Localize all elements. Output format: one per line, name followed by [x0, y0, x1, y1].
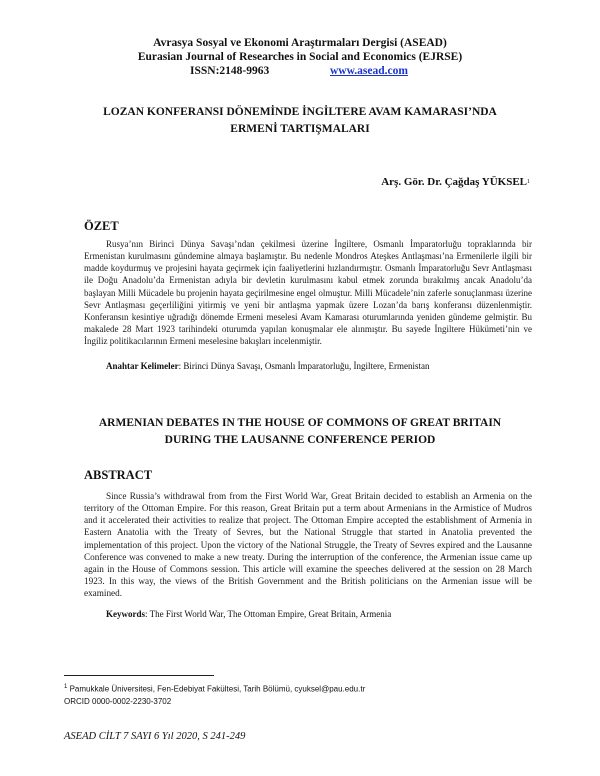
ozet-paragraph	[84, 238, 532, 347]
author	[381, 176, 530, 188]
article-title-tr	[60, 104, 540, 138]
footnote-orcid: ORCID 0000-0002-2230-3702	[64, 697, 172, 706]
ozet-text: Rusya’nın Birinci Dünya Savaşı’ndan çekilmesi üzerine İngiltere, Osmanlı İmparatorluğu topraklarında bir Ermenistan kurulmasını gündemine almaya başlamıştır. Bu nedenle Mondros Ateşkes Antlaşması’na Ermenilerle ilgili bir madde koydurmuş ve projesini hayata geçirmek için faaliyetlerini hızlandırmıştır. Osmanlı İmparatorluğu Sevr Antlaşması ile Doğu Anadolu’da Ermenistan adıyla bir devletin kurulmasını kabul etmek zorunda bırakılmış ancak Anadolu’da başlayan Milli Mücadele bu projenin hayata geçirilmesine engel olmuştur. Milli Mücadele’nin zaferle sonuçlanması üzerine Sevr Antlaşması geçerliliğini yitirmiş ve yeni bir antlaşma yapmak üzere Lozan’da barış konferansı düzenlenmiştir. Konferansın kesintiye uğradığı dönemde Ermeni meselesi Avam Kamarası oturumlarında yeniden gündeme gelmiştir. Bu makalede 28 Mart 1923 tarihindeki oturumda yapılan konuşmalar ele alınmıştır. Bu sayede İngiltere Hükümeti’nin ve İngiliz politikacılarının Ermeni meselesine bakışları incelenmiştir.	[84, 239, 532, 347]
keywords-tr-list: : Birinci Dünya Savaşı, Osmanlı İmparatorluğu, İngiltere, Ermenistan	[178, 361, 430, 371]
footnote-divider	[64, 675, 214, 676]
journal-title-tr: Avrasya Sosyal ve Ekonomi Araştırmaları Dergisi (ASEAD)	[153, 37, 447, 49]
website-link[interactable]: www.asead.com	[330, 65, 408, 77]
article-title-en-line1: ARMENIAN DEBATES IN THE HOUSE OF COMMONS OF GREAT BRITAIN	[98, 417, 502, 429]
footnote-1-text: Pamukkale Üniversitesi, Fen-Edebiyat Fakültesi, Tarih Bölümü, cyuksel@pau.edu.tr	[67, 684, 366, 694]
footnote-1	[64, 684, 365, 694]
abstract-text: Since Russia’s withdrawal from from the First World War, Great Britain decided to establish an Armenia on the territory of the Ottoman Empire. For this reason, Great Britain put a term about Armenians in the Armistice of Mudros and it accelerated their activities to realize that project. The Ottoman Empire accepted the establishment of Armenia in Eastern Anatolia with the Treaty of Sevres, but the National Struggle that started in Anatolia prevented the implementation of this project. Upon the victory of the National Struggle, the Treaty of Sevres expired and the Lausanne Conference was convened to make a new treaty. During the interruption of the conference, the Armenian issue came up again in the House of Commons session. This article will examine the speeches delivered at the session on 28 March 1923. In this way, the views of the British Government and the British politicians on the Armenian issue will be examined.	[84, 491, 532, 599]
article-title-en-line2: DURING THE LAUSANNE CONFERENCE PERIOD	[164, 434, 436, 446]
article-title-tr-line1: LOZAN KONFERANSI DÖNEMİNDE İNGİLTERE AVAM KAMARASI’NDA	[103, 106, 497, 118]
page-footer: ASEAD CİLT 7 SAYI 6 Yıl 2020, S 241-249	[64, 731, 246, 742]
article-title-en	[60, 415, 540, 449]
keywords-tr	[106, 361, 430, 371]
ozet-heading: ÖZET	[84, 219, 119, 233]
article-title-tr-line2: ERMENİ TARTIŞMALARI	[230, 123, 370, 135]
journal-title-en: Eurasian Journal of Researches in Social and Economics (EJRSE)	[137, 51, 463, 63]
keywords-en-list: : The First World War, The Ottoman Empire, Great Britain, Armenia	[145, 609, 392, 619]
author-footnote-mark[interactable]: 1	[527, 179, 530, 185]
journal-header	[0, 36, 600, 78]
keywords-en	[106, 609, 391, 619]
author-name: Arş. Gör. Dr. Çağdaş YÜKSEL	[381, 176, 527, 188]
abstract-paragraph	[84, 490, 532, 599]
keywords-tr-label: Anahtar Kelimeler	[106, 361, 179, 371]
keywords-en-label: Keywords	[106, 609, 145, 619]
footnote-1-mark: 1	[64, 684, 68, 690]
abstract-heading: ABSTRACT	[84, 468, 153, 482]
issn: ISSN:2148-9963	[190, 65, 270, 77]
